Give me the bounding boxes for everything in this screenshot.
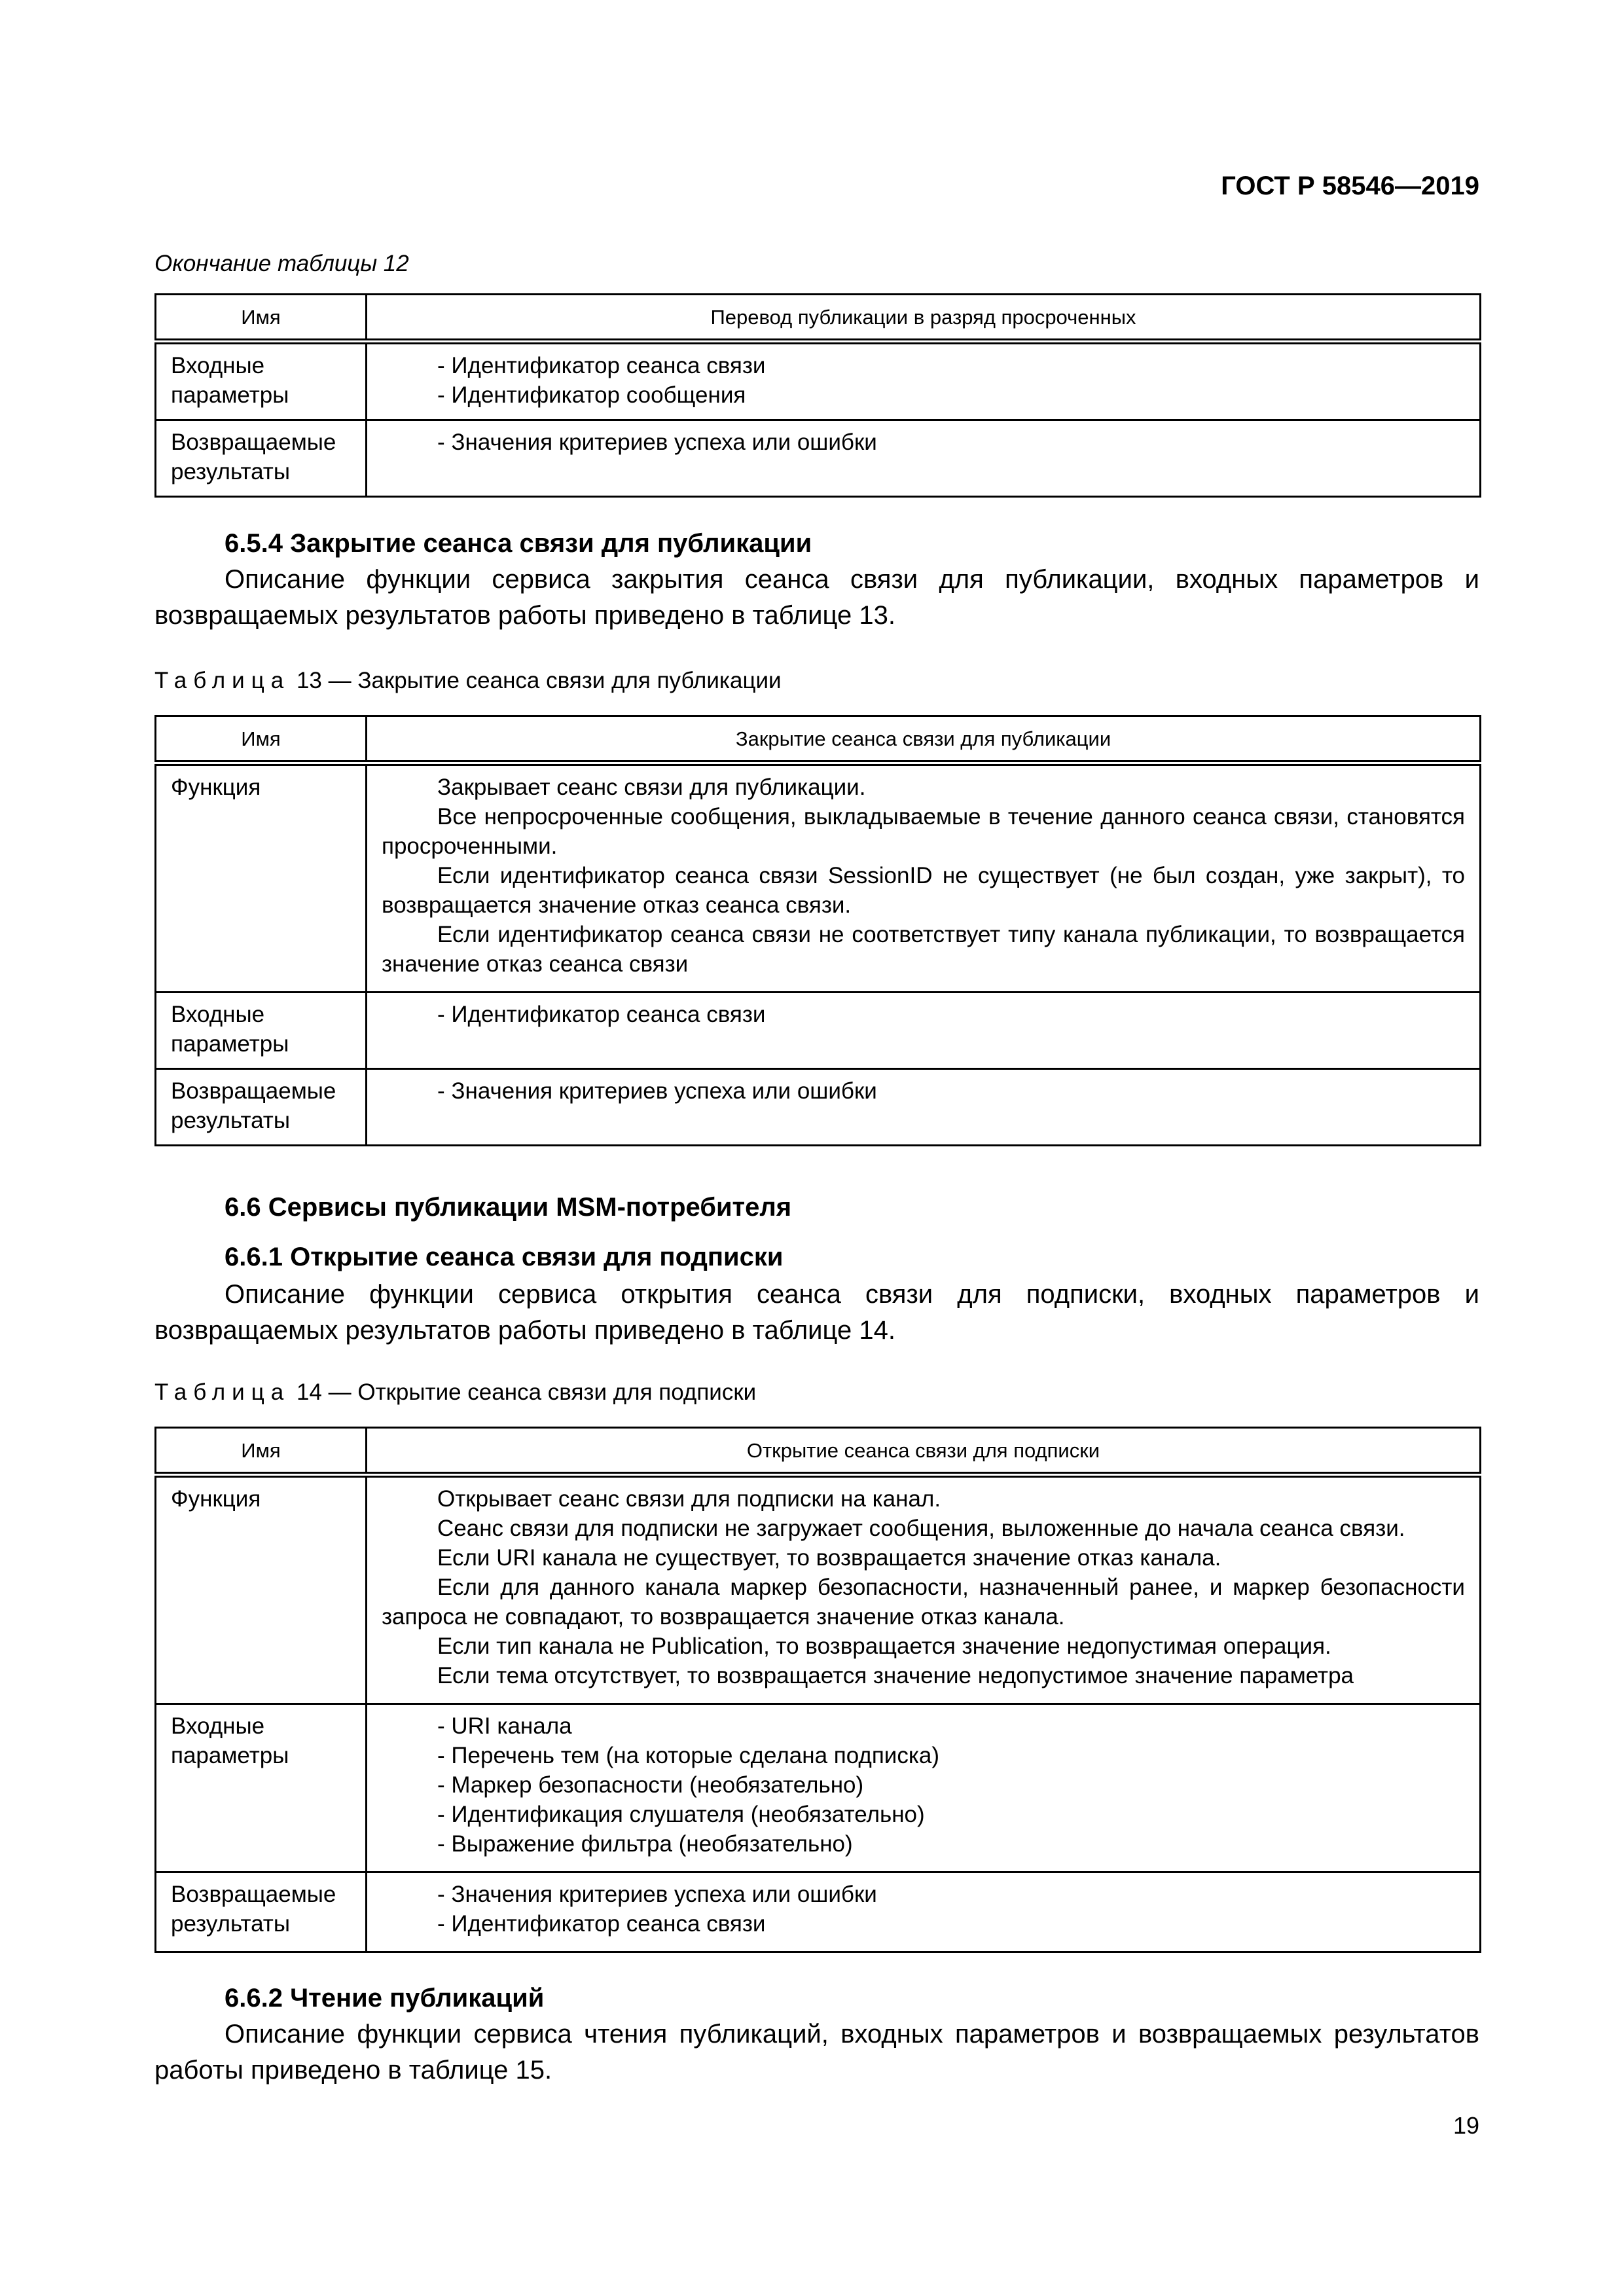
function-paragraph: Если URI канала не существует, то возвращается значение отказ канала. [437, 1545, 1221, 1571]
table-row [156, 342, 1481, 420]
row-value [367, 342, 1481, 420]
row-value [367, 1069, 1481, 1146]
function-paragraph: Открывает сеанс связи для подписки на канал. [437, 1486, 941, 1512]
function-paragraph: Если тема отсутствует, то возвращается значение недопустимое значение параметра [437, 1663, 1354, 1688]
table-header-row [156, 1428, 1481, 1475]
table-header-row [156, 716, 1481, 763]
table-row [156, 1475, 1481, 1704]
section-heading-6-6-1: 6.6.1 Открытие сеанса связи для подписки [225, 1243, 784, 1271]
section-heading-6-5-4: 6.5.4 Закрытие сеанса связи для публикации [225, 529, 812, 558]
row-value [367, 1475, 1481, 1704]
row-value [367, 993, 1481, 1069]
row-name: Функция [156, 763, 367, 993]
row-value [367, 420, 1481, 497]
function-paragraph: Если идентификатор сеанса связи не соответствует типу канала публикации, то возвращается значение отказ сеанса связи [382, 922, 1465, 977]
column-header-name: Имя [156, 716, 367, 763]
section-paragraph: Описание функции сервиса чтения публикаций, входных параметров и возвращаемых результатов работы приведено в таблице 15. [154, 2020, 1479, 2085]
table-row [156, 993, 1481, 1069]
column-header-name: Имя [156, 295, 367, 342]
row-name: Возвращаемые результаты [156, 1872, 367, 1952]
row-name: Функция [156, 1475, 367, 1704]
list-item: - Маркер безопасности (необязательно) [437, 1772, 864, 1798]
table-12-continuation-caption: Окончание таблицы 12 [154, 251, 409, 276]
list-item: - Идентификация слушателя (необязательно) [437, 1802, 925, 1827]
list-item: - Выражение фильтра (необязательно) [437, 1831, 853, 1857]
section-heading-6-6: 6.6 Сервисы публикации MSM-потребителя [225, 1193, 792, 1222]
section-heading-6-6-2: 6.6.2 Чтение публикаций [225, 1984, 545, 2013]
table-caption-title: 13 — Закрытие сеанса связи для публикации [296, 668, 782, 693]
function-paragraph: Все непросроченные сообщения, выкладываемые в течение данного сеанса связи, становятся просроченными. [382, 804, 1465, 859]
list-item: - Значения критериев успеха или ошибки [437, 429, 877, 455]
table-caption-word: Таблица [154, 668, 291, 693]
list-item: - Идентификатор сеанса связи [437, 1002, 766, 1027]
table-14-caption [154, 1379, 756, 1406]
function-paragraph: Если идентификатор сеанса связи SessionID не существует (не был создан, уже закрыт), то возвращается значение отказ сеанса связи. [382, 863, 1465, 918]
table-12-end [154, 293, 1481, 498]
table-row [156, 420, 1481, 497]
table-13 [154, 715, 1481, 1146]
table-caption-word: Таблица [154, 1379, 291, 1405]
table-row [156, 1069, 1481, 1146]
column-header-value: Закрытие сеанса связи для публикации [367, 716, 1481, 763]
row-name: Входные параметры [156, 993, 367, 1069]
section-paragraph: Описание функции сервиса закрытия сеанса связи для публикации, входных параметров и возвращаемых результатов работы приведено в таблице 13. [154, 565, 1479, 630]
table-row [156, 1872, 1481, 1952]
page-number: 19 [1453, 2112, 1479, 2139]
row-name: Входные параметры [156, 342, 367, 420]
row-value [367, 763, 1481, 993]
list-item: - Значения критериев успеха или ошибки [437, 1078, 877, 1104]
column-header-value: Открытие сеанса связи для подписки [367, 1428, 1481, 1475]
list-item: - Идентификатор сеанса связи [437, 353, 766, 378]
row-name: Входные параметры [156, 1704, 367, 1872]
row-value [367, 1872, 1481, 1952]
list-item: - URI канала [437, 1713, 572, 1739]
table-14 [154, 1427, 1481, 1953]
table-row [156, 763, 1481, 993]
table-header-row [156, 295, 1481, 342]
column-header-value: Перевод публикации в разряд просроченных [367, 295, 1481, 342]
table-13-caption [154, 668, 782, 694]
section-paragraph: Описание функции сервиса открытия сеанса связи для подписки, входных параметров и возвращаемых результатов работы приведено в таблице 14. [154, 1280, 1479, 1345]
column-header-name: Имя [156, 1428, 367, 1475]
list-item: - Значения критериев успеха или ошибки [437, 1882, 877, 1907]
function-paragraph: Если для данного канала маркер безопасности, назначенный ранее, и маркер безопасности запроса не совпадают, то возвращается значение отказ канала. [382, 1575, 1465, 1630]
table-caption-title: 14 — Открытие сеанса связи для подписки [296, 1379, 757, 1405]
list-item: - Идентификатор сеанса связи [437, 1911, 766, 1937]
function-paragraph: Закрывает сеанс связи для публикации. [437, 774, 866, 800]
row-name: Возвращаемые результаты [156, 420, 367, 497]
list-item: - Идентификатор сообщения [437, 382, 746, 408]
function-paragraph: Сеанс связи для подписки не загружает сообщения, выложенные до начала сеанса связи. [437, 1516, 1405, 1541]
row-name: Возвращаемые результаты [156, 1069, 367, 1146]
row-value [367, 1704, 1481, 1872]
list-item: - Перечень тем (на которые сделана подписка) [437, 1743, 940, 1768]
document-code: ГОСТ Р 58546—2019 [1221, 172, 1479, 200]
table-row [156, 1704, 1481, 1872]
function-paragraph: Если тип канала не Publication, то возвращается значение недопустимая операция. [437, 1633, 1331, 1659]
